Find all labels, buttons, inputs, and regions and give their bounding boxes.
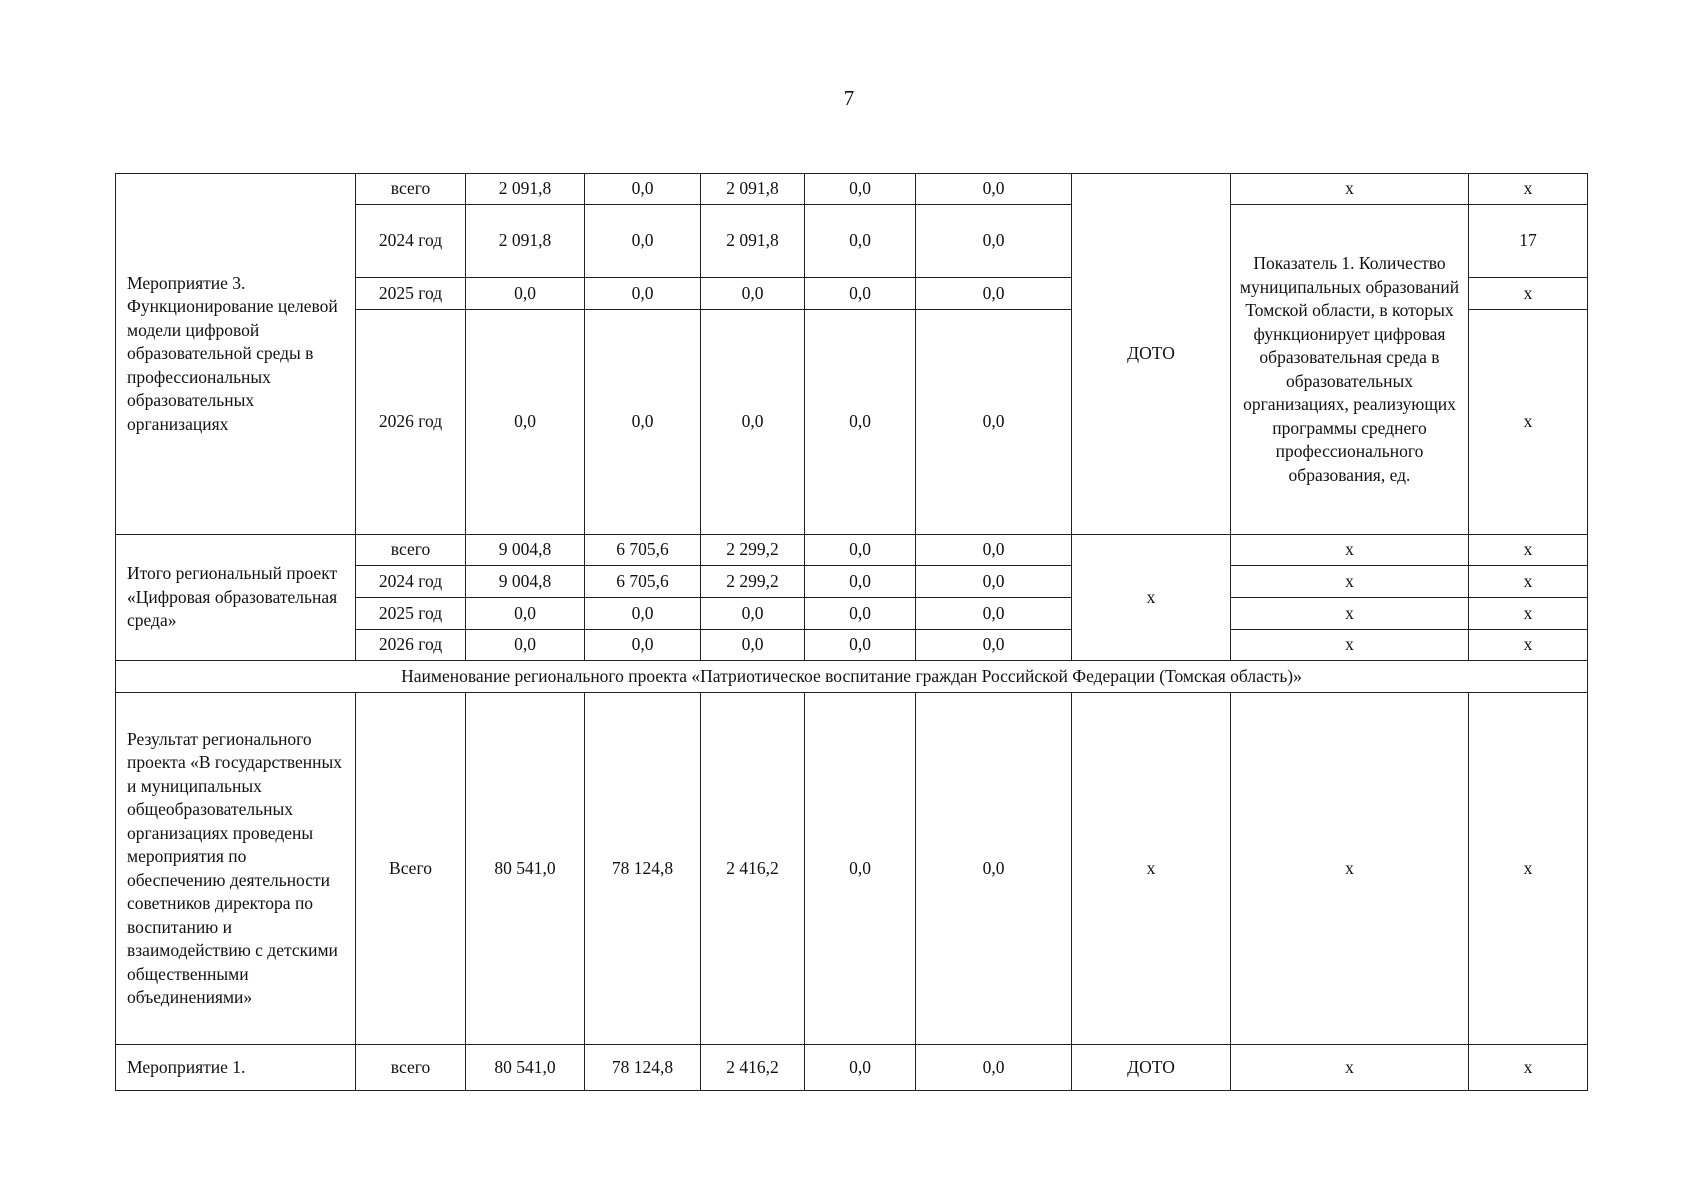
value-cell: 0,0 [585,278,701,310]
value-cell: 0,0 [585,205,701,278]
value-cell: 2 091,8 [466,174,585,205]
value-cell: 0,0 [701,598,805,630]
value-cell: 0,0 [805,566,916,598]
indicator-value-cell: х [1469,174,1588,205]
value-cell: 0,0 [701,278,805,310]
value-cell: 0,0 [805,174,916,205]
section-title: Наименование регионального проекта «Патриотическое воспитание граждан Российской Федерации (Томская область)» [116,661,1588,693]
indicator-cell: Показатель 1. Количество муниципальных образований Томской области, в которых функционирует цифровая образовательная среда в образовательных организациях, реализующих программы среднего профессионального образования, ед. [1231,205,1469,535]
indicator-value-cell: х [1469,630,1588,661]
period-cell: Всего [356,693,466,1045]
value-cell: 80 541,0 [466,693,585,1045]
indicator-cell: х [1231,535,1469,566]
source-cell: ДОТО [1072,1045,1231,1091]
value-cell: 2 416,2 [701,1045,805,1091]
value-cell: 6 705,6 [585,535,701,566]
value-cell: 6 705,6 [585,566,701,598]
value-cell: 0,0 [466,630,585,661]
table-row [116,693,1588,1045]
value-cell: 0,0 [916,566,1072,598]
budget-table [115,173,1588,1091]
value-cell: 0,0 [916,1045,1072,1091]
value-cell: 2 299,2 [701,535,805,566]
event1-name: Мероприятие 1. [116,1045,356,1091]
value-cell: 0,0 [916,278,1072,310]
table-row [116,1045,1588,1091]
value-cell: 0,0 [805,310,916,535]
indicator-cell: х [1231,598,1469,630]
value-cell: 0,0 [805,278,916,310]
period-cell: всего [356,174,466,205]
value-cell: 0,0 [916,535,1072,566]
value-cell: 2 091,8 [701,205,805,278]
value-cell: 0,0 [805,205,916,278]
value-cell: 9 004,8 [466,566,585,598]
value-cell: 2 416,2 [701,693,805,1045]
source-cell: ДОТО [1072,174,1231,535]
value-cell: 0,0 [916,693,1072,1045]
indicator-cell: х [1231,174,1469,205]
value-cell: 0,0 [585,598,701,630]
value-cell: 0,0 [701,630,805,661]
indicator-value-cell: 17 [1469,205,1588,278]
period-cell: 2024 год [356,205,466,278]
value-cell: 2 299,2 [701,566,805,598]
result-name: Результат регионального проекта «В государственных и муниципальных общеобразовательных организациях проведены мероприятия по обеспечению деятельности советников директора по воспитанию и взаимодействию с детскими общественными объединениями» [116,693,356,1045]
value-cell: 0,0 [466,598,585,630]
value-cell: 0,0 [916,174,1072,205]
value-cell: 0,0 [585,174,701,205]
value-cell: 0,0 [805,630,916,661]
period-cell: всего [356,1045,466,1091]
indicator-value-cell: х [1469,535,1588,566]
period-cell: 2026 год [356,310,466,535]
indicator-value-cell: х [1469,693,1588,1045]
table-row [116,661,1588,693]
total-name: Итого региональный проект «Цифровая образовательная среда» [116,535,356,661]
value-cell: 0,0 [916,310,1072,535]
value-cell: 0,0 [585,310,701,535]
value-cell: 0,0 [916,630,1072,661]
value-cell: 0,0 [585,630,701,661]
period-cell: 2025 год [356,278,466,310]
indicator-cell: х [1231,630,1469,661]
value-cell: 2 091,8 [466,205,585,278]
value-cell: 0,0 [466,278,585,310]
value-cell: 9 004,8 [466,535,585,566]
indicator-value-cell: х [1469,598,1588,630]
value-cell: 0,0 [916,598,1072,630]
indicator-cell: х [1231,1045,1469,1091]
value-cell: 0,0 [701,310,805,535]
value-cell: 0,0 [805,693,916,1045]
indicator-value-cell: х [1469,566,1588,598]
table-row [116,174,1588,205]
value-cell: 0,0 [466,310,585,535]
event3-name: Мероприятие 3. Функционирование целевой модели цифровой образовательной среды в профессиональных образовательных организациях [116,174,356,535]
value-cell: 0,0 [805,535,916,566]
indicator-cell: х [1231,693,1469,1045]
value-cell: 0,0 [805,1045,916,1091]
value-cell: 2 091,8 [701,174,805,205]
indicator-value-cell: х [1469,1045,1588,1091]
period-cell: 2024 год [356,566,466,598]
table-row [116,535,1588,566]
indicator-value-cell: х [1469,310,1588,535]
indicator-cell: х [1231,566,1469,598]
period-cell: всего [356,535,466,566]
value-cell: 78 124,8 [585,1045,701,1091]
value-cell: 0,0 [916,205,1072,278]
value-cell: 80 541,0 [466,1045,585,1091]
value-cell: 0,0 [805,598,916,630]
indicator-value-cell: х [1469,278,1588,310]
source-cell: х [1072,693,1231,1045]
page-number: 7 [843,86,855,110]
period-cell: 2025 год [356,598,466,630]
period-cell: 2026 год [356,630,466,661]
source-cell: х [1072,535,1231,661]
value-cell: 78 124,8 [585,693,701,1045]
